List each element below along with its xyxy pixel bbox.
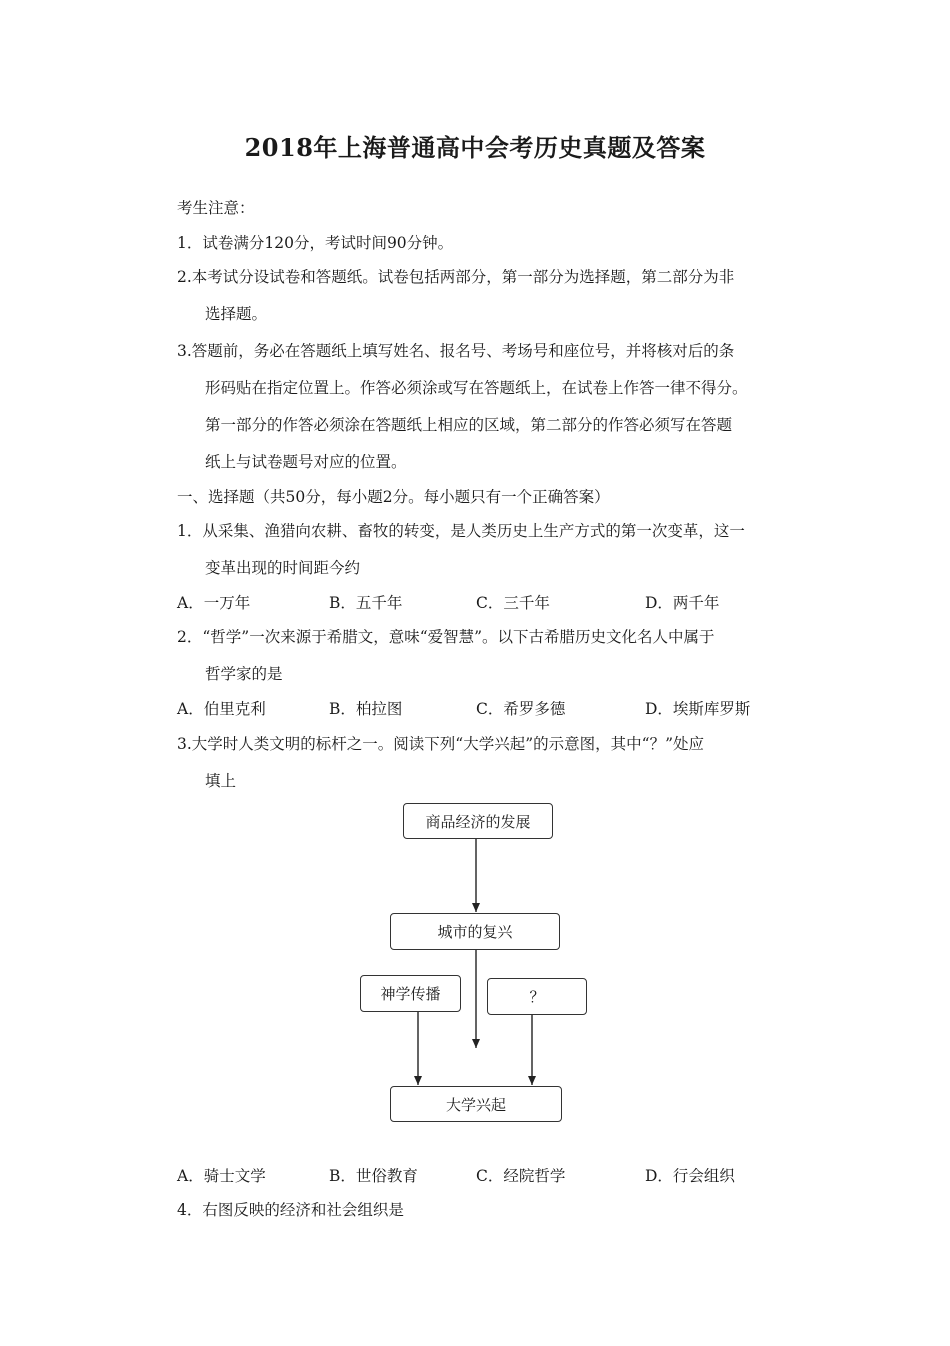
question-1-stem: 变革出现的时间距今约 xyxy=(205,559,361,577)
question-1-option-d: D．两千年 xyxy=(645,594,720,612)
question-1-option-a: A．一万年 xyxy=(177,594,251,612)
question-2-option-a: A．伯里克利 xyxy=(177,700,266,718)
question-1-stem: 1．从采集、渔猎向农耕、畜牧的转变，是人类历史上生产方式的第一次变革，这一 xyxy=(177,522,745,540)
notice-item: 2.本考试分设试卷和答题纸。试卷包括两部分，第一部分为选择题，第二部分为非 xyxy=(177,268,735,286)
notice-heading: 考生注意： xyxy=(177,199,255,217)
notice-item: 形码贴在指定位置上。作答必须涂或写在答题纸上，在试卷上作答一律不得分。 xyxy=(205,379,748,397)
question-2-stem: 2．“哲学”一次来源于希腊文，意味“爱智慧”。以下古希腊历史文化名人中属于 xyxy=(177,628,715,646)
question-3-option-a: A．骑士文学 xyxy=(177,1167,266,1185)
notice-item: 选择题。 xyxy=(205,305,268,323)
notice-item: 1．试卷满分120分，考试时间90分钟。 xyxy=(177,234,454,252)
notice-item: 第一部分的作答必须涂在答题纸上相应的区域，第二部分的作答必须写在答题 xyxy=(205,416,733,434)
question-2-option-d: D．埃斯库罗斯 xyxy=(645,700,751,718)
question-3-option-b: B．世俗教育 xyxy=(329,1167,418,1185)
question-1-option-c: C．三千年 xyxy=(476,594,550,612)
page-title: 2018年上海普通高中会考历史真题及答案 xyxy=(244,133,706,162)
section-heading: 一、选择题（共50分，每小题2分。每小题只有一个正确答案） xyxy=(177,488,610,506)
diagram-box-city: 城市的复兴 xyxy=(390,913,560,950)
question-2-option-c: C．希罗多德 xyxy=(476,700,566,718)
notice-item: 3.答题前，务必在答题纸上填写姓名、报名号、考场号和座位号，并将核对后的条 xyxy=(177,342,735,360)
question-3-option-c: C．经院哲学 xyxy=(476,1167,566,1185)
question-2-stem: 哲学家的是 xyxy=(205,665,283,683)
diagram-box-university: 大学兴起 xyxy=(390,1086,562,1122)
diagram-box-theology: 神学传播 xyxy=(360,975,461,1012)
question-3-stem: 3.大学时人类文明的标杆之一。阅读下列“大学兴起”的示意图，其中“？”处应 xyxy=(177,735,704,753)
diagram-box-economy: 商品经济的发展 xyxy=(403,803,553,839)
question-1-option-b: B．五千年 xyxy=(329,594,403,612)
question-3-stem: 填上 xyxy=(205,772,237,790)
question-4-stem: 4．右图反映的经济和社会组织是 xyxy=(177,1201,404,1219)
notice-item: 纸上与试卷题号对应的位置。 xyxy=(205,453,407,471)
question-2-option-b: B．柏拉图 xyxy=(329,700,403,718)
diagram-box-unknown: ？ xyxy=(487,978,587,1015)
question-3-option-d: D．行会组织 xyxy=(645,1167,735,1185)
